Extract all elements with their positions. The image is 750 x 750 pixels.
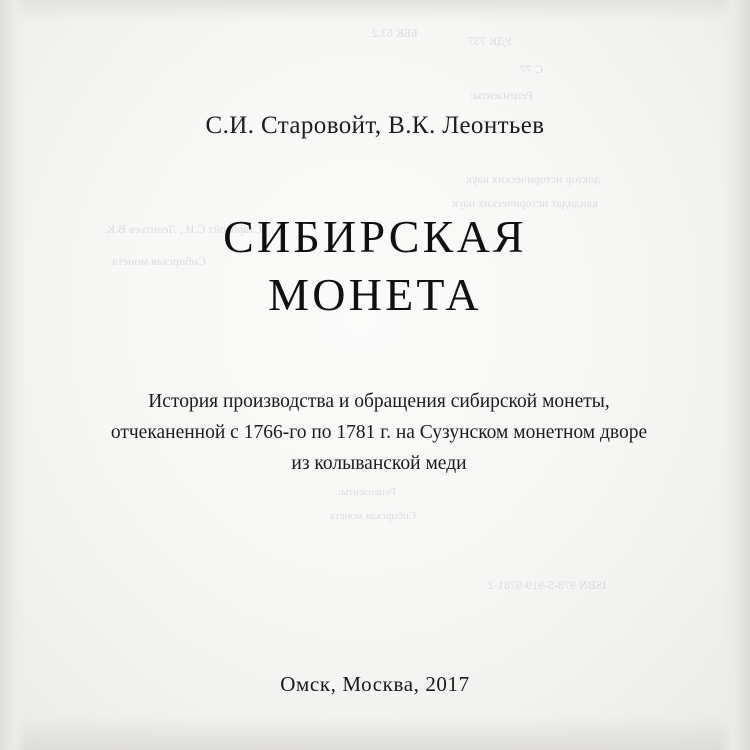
- subtitle-block: [100, 386, 658, 479]
- subtitle-line-2: отчеканенной с 1766-го по 1781 г. на Сузунском монетном дворе: [110, 422, 648, 443]
- bleed-text-fragment: Рецензенты:: [338, 486, 396, 498]
- bleed-text-fragment: УДК 737: [468, 34, 513, 48]
- title-line-1: СИБИРСКАЯ: [223, 211, 527, 262]
- bleed-text-fragment: Рецензенты:: [470, 88, 534, 102]
- bleed-text-fragment: Старовойт С.И., Леонтьев В.К.: [104, 222, 263, 236]
- bleed-text-fragment: Сибирская монета: [112, 254, 206, 268]
- subtitle-line-3: из колыванской меди: [291, 453, 467, 474]
- bleed-text-fragment: доктор исторических наук: [466, 172, 601, 186]
- subtitle-line-1: История производства и обращения сибирской монеты,: [148, 391, 610, 412]
- authors-line: С.И. Старовойт, В.К. Леонтьев: [205, 112, 545, 139]
- bleed-text-fragment: Сибирская монета: [330, 510, 417, 522]
- imprint-line: Омск, Москва, 2017: [280, 672, 470, 696]
- bleed-text-fragment: С 77: [520, 62, 544, 76]
- page-title: [0, 208, 750, 324]
- bleed-text-fragment: ББК 63.2: [372, 26, 418, 40]
- title-line-2: МОНЕТА: [268, 269, 482, 320]
- bleed-text-fragment: ISBN 978-5-919-9781-2: [488, 578, 607, 592]
- bleed-text-fragment: кандидат исторических наук: [452, 196, 598, 210]
